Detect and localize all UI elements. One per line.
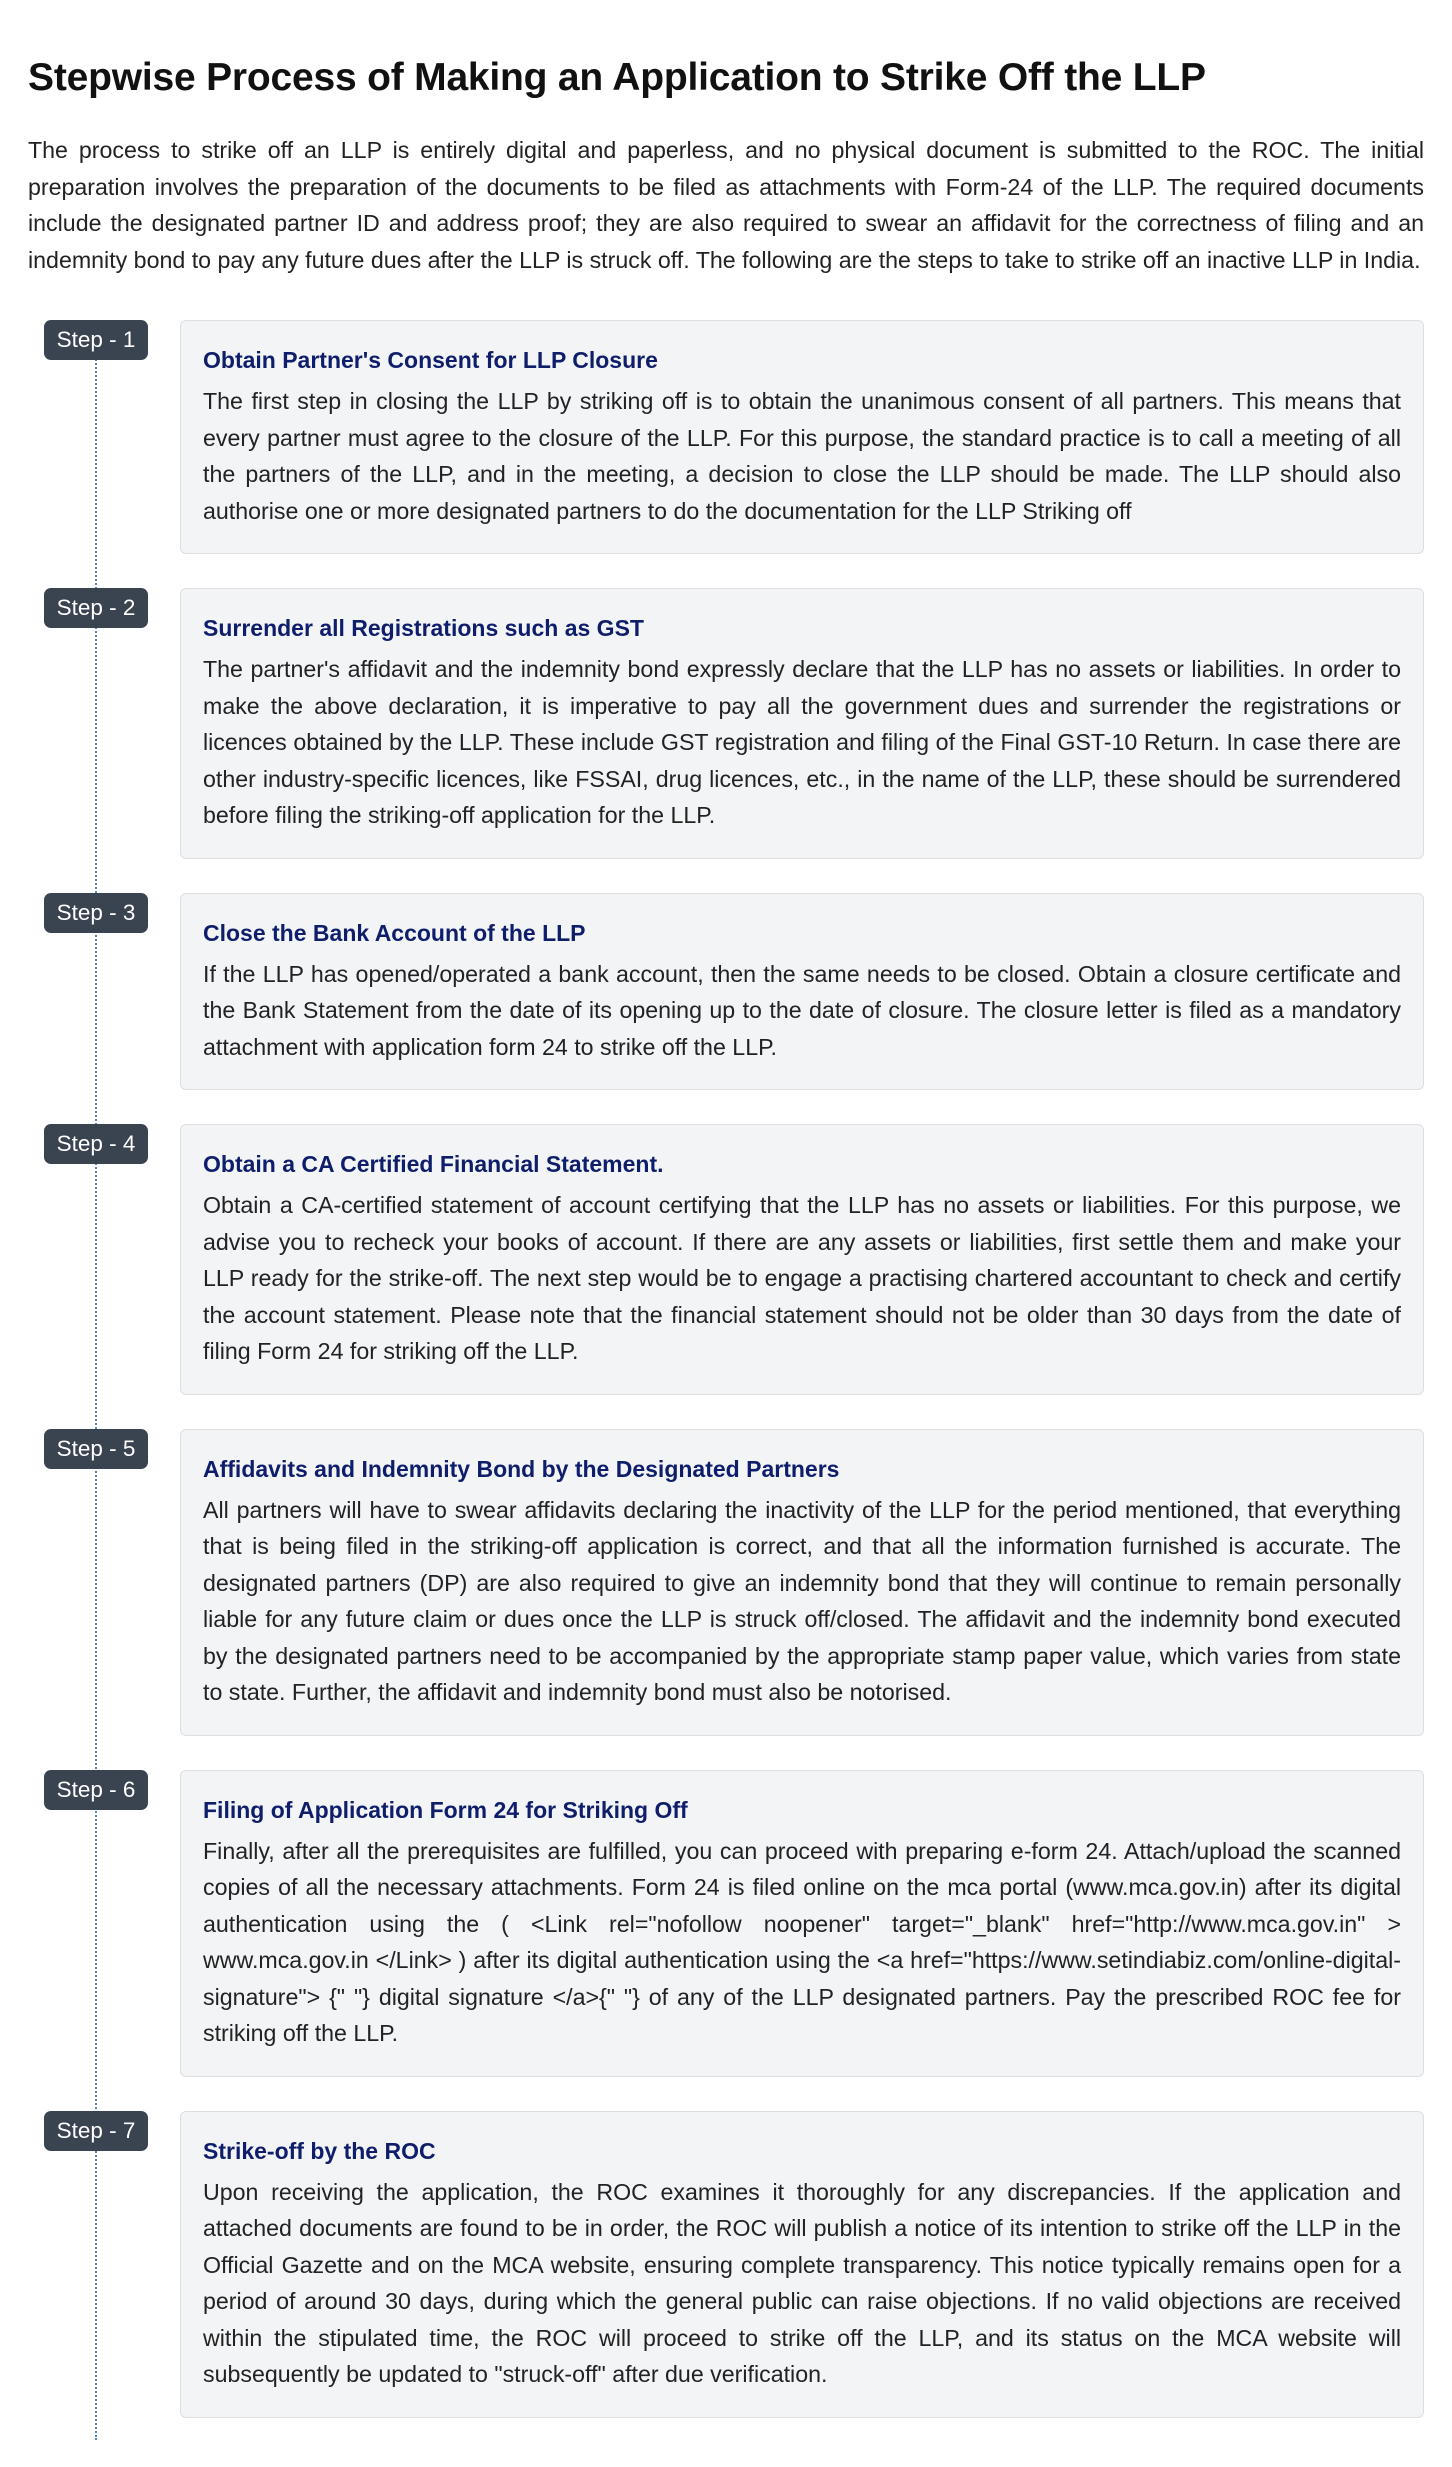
step-card xyxy=(180,320,1424,554)
step-badge: Step - 6 xyxy=(44,1770,148,1810)
step-badge: Step - 7 xyxy=(44,2111,148,2151)
step-card xyxy=(180,2111,1424,2418)
step-7 xyxy=(28,2111,1424,2418)
step-3 xyxy=(28,893,1424,1091)
step-text: Finally, after all the prerequisites are fulfilled, you can proceed with preparing e-form 24. Attach/upload the scanned copies of all the necessary attachments. Form 24 is filed online on the mca portal (www.mca.gov.in) after its digital authentication using the ( <Link rel="nofollow noopener" target="_blank" href="http://www.mca.gov.in" > www.mca.gov.in </Link> ) after its digital authentication using the <a href="https://www.setindiabiz.com/online-digital-signature"> {" "} digital signature </a>{" "} of any of the LLP designated partners. Pay the prescribed ROC fee for striking off the LLP. xyxy=(203,1837,1401,2046)
step-title: Affidavits and Indemnity Bond by the Designated Partners xyxy=(203,1455,840,1482)
step-6 xyxy=(28,1770,1424,2077)
step-card xyxy=(180,1770,1424,2077)
page-title: Stepwise Process of Making an Application to Strike Off the LLP xyxy=(28,56,1206,99)
step-title: Strike-off by the ROC xyxy=(203,2137,436,2164)
step-title: Obtain a CA Certified Financial Statement. xyxy=(203,1151,664,1177)
step-text: Obtain a CA-certified statement of account certifying that the LLP has no assets or liabilities. For this purpose, we advise you to recheck your books of account. If there are any assets or liabilities, first settle them and make your LLP ready for the strike-off. The next step would be to engage a practising chartered accountant to check and certify the account statement. Please note that the financial statement should not be older than 30 days from the date of filing Form 24 for striking off the LLP. xyxy=(203,1192,1401,1364)
steps-timeline xyxy=(28,320,1424,2418)
step-card xyxy=(180,893,1424,1091)
step-text: Upon receiving the application, the ROC examines it thoroughly for any discrepancies. If the application and attached documents are found to be in order, the ROC will publish a notice of its intention to strike off the LLP in the Official Gazette and on the MCA website, ensuring complete transparency. This notice typically remains open for a period of around 30 days, during which the general public can raise objections. If no valid objections are received within the stipulated time, the ROC will proceed to strike off the LLP, and its status on the MCA website will subsequently be updated to "struck-off" after due verification. xyxy=(203,2178,1401,2387)
step-title: Filing of Application Form 24 for Striking Off xyxy=(203,1796,688,1823)
step-card xyxy=(180,1429,1424,1736)
step-badge: Step - 4 xyxy=(44,1124,148,1164)
step-text: The partner's affidavit and the indemnity bond expressly declare that the LLP has no assets or liabilities. In order to make the above declaration, it is imperative to pay all the government dues and surrender the registrations or licences obtained by the LLP. These include GST registration and filing of the Final GST-10 Return. In case there are other industry-specific licences, like FSSAI, drug licences, etc., in the name of the LLP, these should be surrendered before filing the striking-off application for the LLP. xyxy=(203,656,1401,828)
step-text: The first step in closing the LLP by striking off is to obtain the unanimous consent of all partners. This means that every partner must agree to the closure of the LLP. For this purpose, the standard practice is to call a meeting of all the partners of the LLP, and in the meeting, a decision to close the LLP should be made. The LLP should also authorise one or more designated partners to do the documentation for the LLP Striking off xyxy=(203,388,1401,524)
step-title: Close the Bank Account of the LLP xyxy=(203,919,586,946)
step-title: Surrender all Registrations such as GST xyxy=(203,615,644,641)
step-text: All partners will have to swear affidavits declaring the inactivity of the LLP for the period mentioned, that everything that is being filed in the striking-off application is correct, and that all the information furnished is accurate. The designated partners (DP) are also required to give an indemnity bond that they will continue to remain personally liable for any future claim or dues once the LLP is struck off/closed. The affidavit and the indemnity bond executed by the designated partners need to be accompanied by the appropriate stamp paper value, which varies from state to state. Further, the affidavit and indemnity bond must also be notorised. xyxy=(203,1496,1401,1705)
step-badge: Step - 1 xyxy=(44,320,148,360)
intro-paragraph: The process to strike off an LLP is entirely digital and paperless, and no physical document is submitted to the ROC. The initial preparation involves the preparation of the documents to be filed as attachments with Form-24 of the LLP. The required documents include the designated partner ID and address proof; they are also required to swear an affidavit for the correctness of filing and an indemnity bond to pay any future dues after the LLP is struck off. The following are the steps to take to strike off an inactive LLP in India. xyxy=(28,137,1424,273)
step-badge: Step - 5 xyxy=(44,1429,148,1469)
step-4 xyxy=(28,1124,1424,1395)
step-text: If the LLP has opened/operated a bank account, then the same needs to be closed. Obtain a closure certificate and the Bank Statement from the date of its opening up to the date of closure. The closure letter is filed as a mandatory attachment with application form 24 to strike off the LLP. xyxy=(203,960,1401,1060)
step-badge: Step - 2 xyxy=(44,588,148,628)
step-1 xyxy=(28,320,1424,554)
step-2 xyxy=(28,588,1424,859)
step-5 xyxy=(28,1429,1424,1736)
step-title: Obtain Partner's Consent for LLP Closure xyxy=(203,347,658,373)
step-card xyxy=(180,588,1424,859)
step-card xyxy=(180,1124,1424,1395)
step-badge: Step - 3 xyxy=(44,893,148,933)
